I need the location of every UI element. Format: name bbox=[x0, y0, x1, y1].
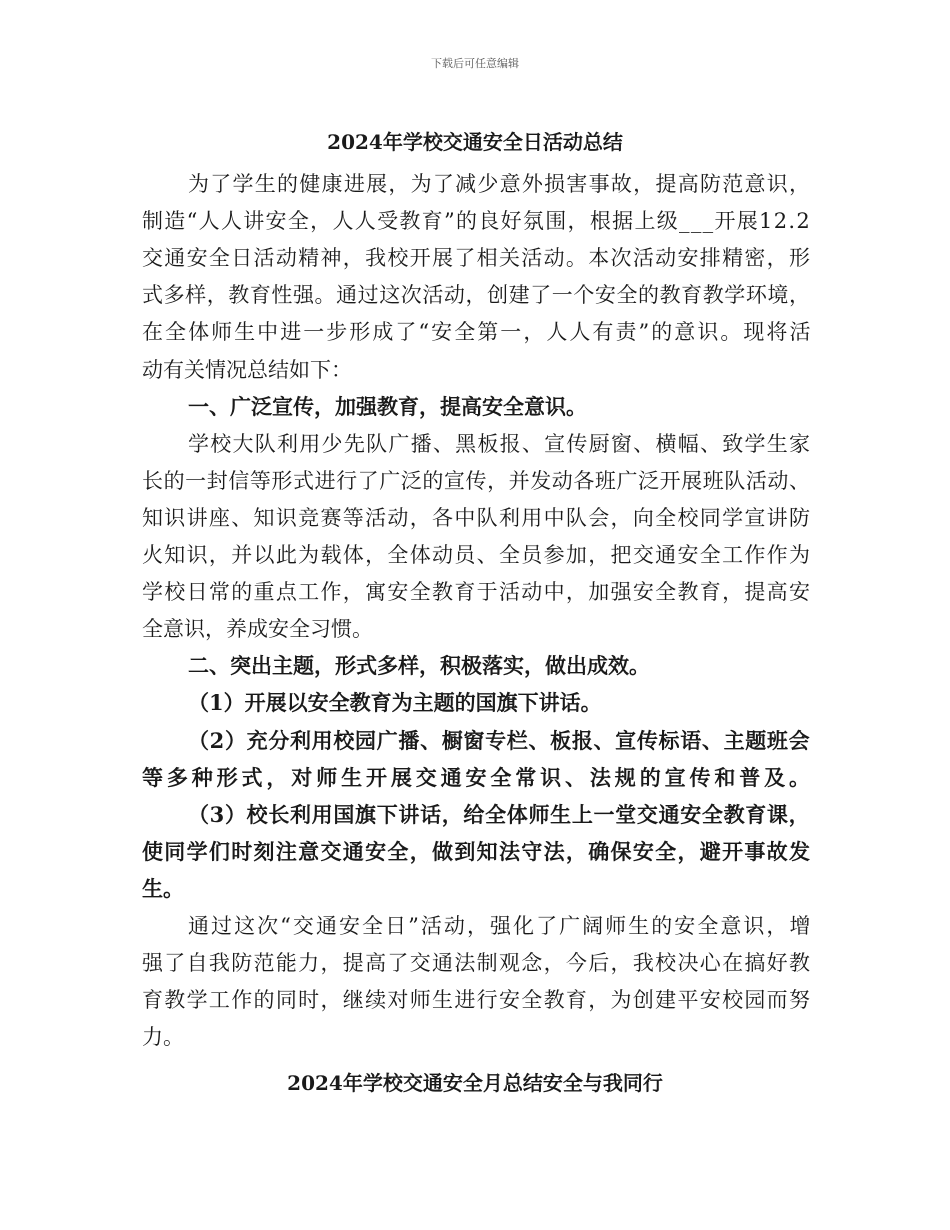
text-line: 学校大队利用少先队广播、黑板报、宣传厨窗、横幅、致学生家 bbox=[188, 431, 812, 456]
text-line: 交通安全日活动精神，我校开展了相关活动。本次活动安排精密，形 bbox=[142, 246, 812, 271]
text-line: （2）充分利用校园广播、橱窗专栏、板报、宣传标语、主题班会 bbox=[188, 727, 811, 753]
text-line: 全意识，养成安全习惯。 bbox=[142, 617, 373, 642]
text-line: 生。 bbox=[142, 875, 184, 901]
text-line: 力。 bbox=[142, 1025, 184, 1050]
text-line: 制造“人人讲安全，人人受教育”的良好氛围，根据上级___开展12.2 bbox=[142, 209, 812, 234]
text-line: 一、广泛宣传，加强教育，提高安全意识。 bbox=[188, 393, 587, 419]
text-line: 火知识，并以此为载体，全体动员、全员参加，把交通安全工作作为 bbox=[142, 543, 812, 567]
text-line: 强了自我防范能力，提高了交通法制观念，今后，我校决心在搞好教 bbox=[142, 951, 812, 976]
text-line: 式多样，教育性强。通过这次活动，创建了一个安全的教育教学环境， bbox=[142, 283, 811, 308]
text-line: 通过这次“交通安全日”活动，强化了广阔师生的安全意识，增 bbox=[188, 914, 813, 938]
text-line: 知识讲座、知识竞赛等活动，各中队利用中队会，向全校同学宣讲防 bbox=[142, 505, 812, 530]
text-line: 为了学生的健康进展，为了减少意外损害事故，提高防范意识， bbox=[188, 172, 812, 196]
document-title: 2024年学校交通安全日活动总结 bbox=[327, 130, 623, 154]
text-line: （3）校长利用国旗下讲话，给全体师生上一堂交通安全教育课， bbox=[188, 801, 811, 827]
second-document-title: 2024年学校交通安全月总结安全与我同行 bbox=[287, 1071, 663, 1095]
text-line: 在全体师生中进一步形成了“安全第一，人人有责”的意识。现将活 bbox=[142, 320, 813, 345]
text-line: 二、突出主题，形式多样，积极落实，做出成效。 bbox=[188, 653, 650, 679]
text-line: 育教学工作的同时，继续对师生进行安全教育，为创建平安校园而努 bbox=[142, 988, 812, 1013]
text-line: 学校日常的重点工作，寓安全教育于活动中，加强安全教育，提高安 bbox=[142, 580, 812, 605]
text-line: 长的一封信等形式进行了广泛的宣传，并发动各班广泛开展班队活动、 bbox=[142, 468, 811, 493]
text-line: （1）开展以安全教育为主题的国旗下讲话。 bbox=[188, 690, 602, 716]
text-line: 等多种形式，对师生开展交通安全常识、法规的宣传和普及。 bbox=[142, 764, 814, 790]
text-line: 动有关情况总结如下： bbox=[142, 357, 352, 382]
header-note: 下载后可任意编辑 bbox=[431, 57, 519, 70]
text-line: 使同学们时刻注意交通安全，做到知法守法，确保安全，避开事故发 bbox=[142, 838, 812, 864]
